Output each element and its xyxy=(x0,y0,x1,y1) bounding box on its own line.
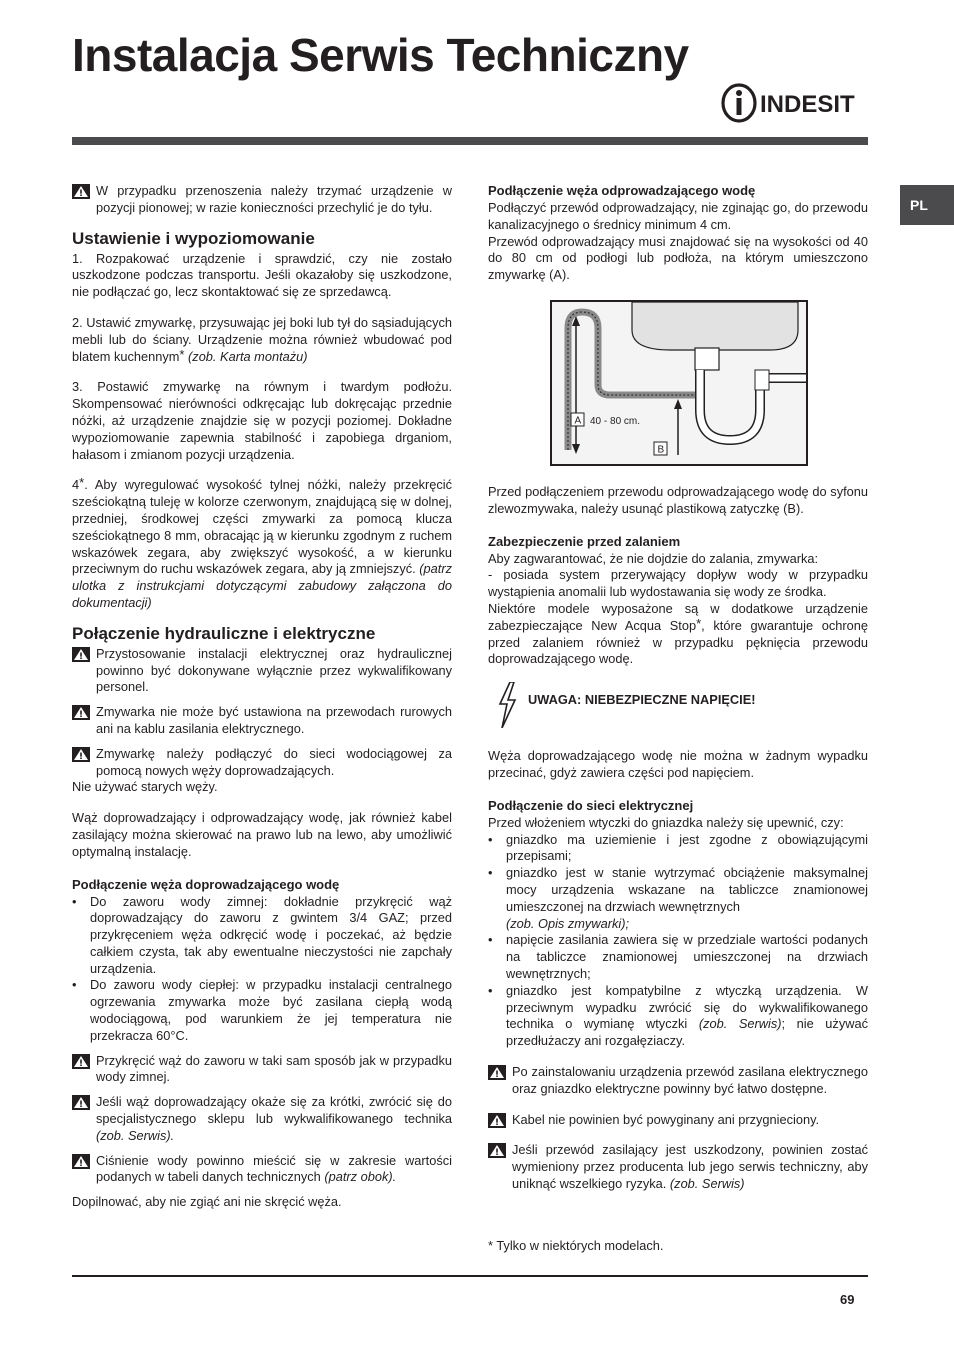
warning-icon xyxy=(72,1095,90,1110)
svg-text:A: A xyxy=(574,415,582,427)
list-item: • napięcie zasilania zawiera się w przedziale wartości podanych na tabliczce znamionowej umieszczonej na drzwiach wewnętrznych; xyxy=(488,932,868,981)
header-rule xyxy=(72,137,868,145)
leveling-step-1: 1. Rozpakować urządzenie i sprawdzić, czy nie zostało uszkodzone podczas transportu. Jeśli okazałoby się uszkodzone, nie podłączać go, lecz skontaktować się ze sprzedawcą. xyxy=(72,250,452,300)
subtitle-outlet-hose: Podłączenie węża odprowadzającego wodę xyxy=(488,183,756,198)
power-checklist xyxy=(488,832,868,1050)
warning-icon xyxy=(488,1143,506,1158)
section-title-leveling: Ustawienie i wypoziomowanie xyxy=(72,228,315,248)
lightning-icon xyxy=(496,682,518,728)
page-title: Instalacja Serwis Techniczny xyxy=(72,29,689,81)
svg-text:INDESIT: INDESIT xyxy=(760,91,855,118)
warning-icon xyxy=(72,1154,90,1169)
outlet-paragraph-1: Podłączyć przewód odprowadzający, nie zginając go, do przewodu kanalizacyjnego o średnicy minimum 4 cm. xyxy=(488,200,868,232)
list-item: • gniazdko jest w stanie wytrzymać obciążenie maksymalnej mocy urządzenia wskazane na tabliczce znamionowej umieszczonej na drzwiach wewnętrznych (zob. Opis zmywarki); xyxy=(488,865,868,931)
hose-direction-note: Wąż doprowadzający i odprowadzający wodę, jak również kabel zasilający można skierować na prawo lub na lewo, aby umożliwić optymalną instalację. xyxy=(72,810,452,859)
warning-pipes: Zmywarka nie może być ustawiona na przewodach rurowych ani na kablu zasilania elektrycznego. xyxy=(72,704,452,738)
indesit-logo xyxy=(720,82,870,124)
warning-icon xyxy=(488,1065,506,1080)
danger-text: Węża doprowadzającego wodę nie można w żadnym wypadku przecinać, gdyż zawiera części pod napięciem. xyxy=(488,748,868,780)
svg-text:40 - 80 cm.: 40 - 80 cm. xyxy=(590,415,641,427)
subtitle-flood-protection: Zabezpieczenie przed zalaniem xyxy=(488,533,681,549)
warning-cable-bent: Kabel nie powinien być powyginany ani przygnieciony. xyxy=(488,1112,868,1129)
warning-icon xyxy=(488,1113,506,1128)
warning-hose-too-short: Jeśli wąż doprowadzający okaże się za krótki, zwrócić się do specjalistycznego sklepu lub wykwalifikowanego technika (zob. Serwis). xyxy=(72,1094,452,1144)
list-item: • Do zaworu wody zimnej: dokładnie przykręcić wąż doprowadzający do zaworu z gwintem 3/4 GAZ; przed przykręceniem węża odkręcić wodę i poczekać, aż będzie całkiem czysta, tak aby ewentualne nieczystości nie zapchały urządzenia. xyxy=(72,893,452,976)
danger-label: UWAGA: NIEBEZPIECZNE NAPIĘCIE! xyxy=(528,692,756,708)
leveling-step-4: 4*. Aby wyregulować wysokość tylnej nóżki, należy przekręcić sześciokątną tuleję w kolorze czerwonym, znajdującą się w dolnej, przedniej, środkowej części zmywarki za pomocą klucza sześciokątnego 8 mm, obracając ją w kierunku zgodnym z ruchem wskazówek zegara, aby zwiększyć wysokość, a w kierunku przeciwnym do ruchu wskazówek zegara, aby ją zmniejszyć. (patrz ulotka z instrukcjami dotyczącymi zabudowy załączona do dokumentacji) xyxy=(72,475,452,610)
warning-qualified-personnel: Przystosowanie instalacji elektrycznej oraz hydraulicznej powinno być dokonywane wyłącznie przez wykwalifikowany personel. xyxy=(72,646,452,696)
intro-warning: W przypadku przenoszenia należy trzymać urządzenie w pozycji pionowej; w razie konieczności przechylić je do tyłu. xyxy=(72,183,452,217)
left-column xyxy=(72,183,452,1219)
subtitle-power-connection: Podłączenie do sieci elektrycznej xyxy=(488,797,694,813)
warning-new-hoses: Zmywarkę należy podłączyć do sieci wodociągowej za pomocą nowych węży doprowadzających. xyxy=(72,746,452,780)
warning-water-pressure: Ciśnienie wody powinno mieścić się w zakresie wartości podanych w tabeli danych technicznych (patrz obok). xyxy=(72,1153,452,1187)
warning-icon xyxy=(72,747,90,762)
drain-hose-diagram xyxy=(550,300,808,466)
warning-icon xyxy=(72,1054,90,1069)
flood-paragraph-3: Niektóre modele wyposażone są w dodatkowe urządzenie zabezpieczające New Acqua Stop*, które gwarantuje ochronę przed zalaniem również w przypadku pęknięcia przewodu doprowadzającego wodę. xyxy=(488,600,868,667)
outlet-paragraph-3: Przed podłączeniem przewodu odprowadzającego wodę do syfonu zlewozmywaka, należy usunąć plastikową zatyczkę (B). xyxy=(488,483,868,516)
language-tab: PL xyxy=(900,185,954,225)
footnote: * Tylko w niektórych modelach. xyxy=(488,1238,664,1253)
power-intro: Przed włożeniem wtyczki do gniazdka należy się upewnić, czy: xyxy=(488,814,844,830)
flood-paragraph-1: Aby zagwarantować, że nie dojdzie do zalania, zmywarka: xyxy=(488,550,819,566)
subtitle-inlet-hose: Podłączenie węża doprowadzającego wodę xyxy=(72,876,340,892)
outlet-paragraph-2: Przewód odprowadzający musi znajdować się na wysokości od 40 do 80 cm od podłogi lub podłoża, na którym umieszczono zmywarkę (A). xyxy=(488,233,868,283)
footer-rule xyxy=(72,1275,868,1277)
warning-icon xyxy=(72,647,90,662)
page-number: 69 xyxy=(840,1292,855,1307)
inlet-list xyxy=(72,894,452,1045)
svg-text:B: B xyxy=(657,444,665,456)
no-old-hoses: Nie używać starych węży. xyxy=(72,779,218,795)
right-column xyxy=(488,183,868,1201)
warning-icon xyxy=(72,705,90,720)
warning-accessible-socket: Po zainstalowaniu urządzenia przewód zasilana elektrycznego oraz gniazdko elektryczne powinny być łatwo dostępne. xyxy=(488,1064,868,1098)
list-item: • gniazdko ma uziemienie i jest zgodne z obowiązującymi przepisami; xyxy=(488,831,868,864)
leveling-step-3: 3. Postawić zmywarkę na równym i twardym podłożu. Skompensować nierówności odkręcając lub dokręcając przednie nóżki, aż urządzenie znajdzie się w pozycji poziomej. Dokładne wypoziomowanie zapewnia stabilność i zapobiega drganiom, hałasom i zmianom pozycji urządzenia. xyxy=(72,379,452,462)
list-item: • gniazdko jest kompatybilne z wtyczką urządzenia. W przeciwnym wypadku zwrócić się do wykwalifikowanego technika o wymianę wtyczki (zob. Serwis); nie używać przedłużaczy ani rozgałęziaczy. xyxy=(488,982,868,1049)
flood-paragraph-2: - posiada system przerywający dopływ wody w przypadku wystąpienia anomalii lub wydostawania się wody ze środka. xyxy=(488,567,868,600)
warning-hot-water: Przykręcić wąż do zaworu w taki sam sposób jak w przypadku wody zimnej. xyxy=(72,1053,452,1087)
danger-voltage-notice xyxy=(488,682,868,728)
leveling-step-2: 2. Ustawić zmywarkę, przysuwając jej boki lub tył do sąsiadujących mebli lub do ściany. Urządzenie można również wbudować pod blatem kuchennym* (zob. Karta montażu) xyxy=(72,314,452,364)
section-title-connections: Połączenie hydrauliczne i elektryczne xyxy=(72,623,376,643)
hose-bend-note: Dopilnować, aby nie zgiąć ani nie skręcić węża. xyxy=(72,1194,342,1210)
list-item: • Do zaworu wody ciepłej: w przypadku instalacji centralnego ogrzewania zmywarka może być zasilana ciepłą wodą wodociągową, pod warunkiem że jej temperatura nie przekracza 60°C. xyxy=(72,977,452,1043)
warning-icon xyxy=(72,184,90,199)
warning-damaged-cable: Jeśli przewód zasilający jest uszkodzony, powinien zostać wymieniony przez producenta lub jego serwis techniczny, aby uniknąć wszelkiego ryzyka. (zob. Serwis) xyxy=(488,1142,868,1192)
